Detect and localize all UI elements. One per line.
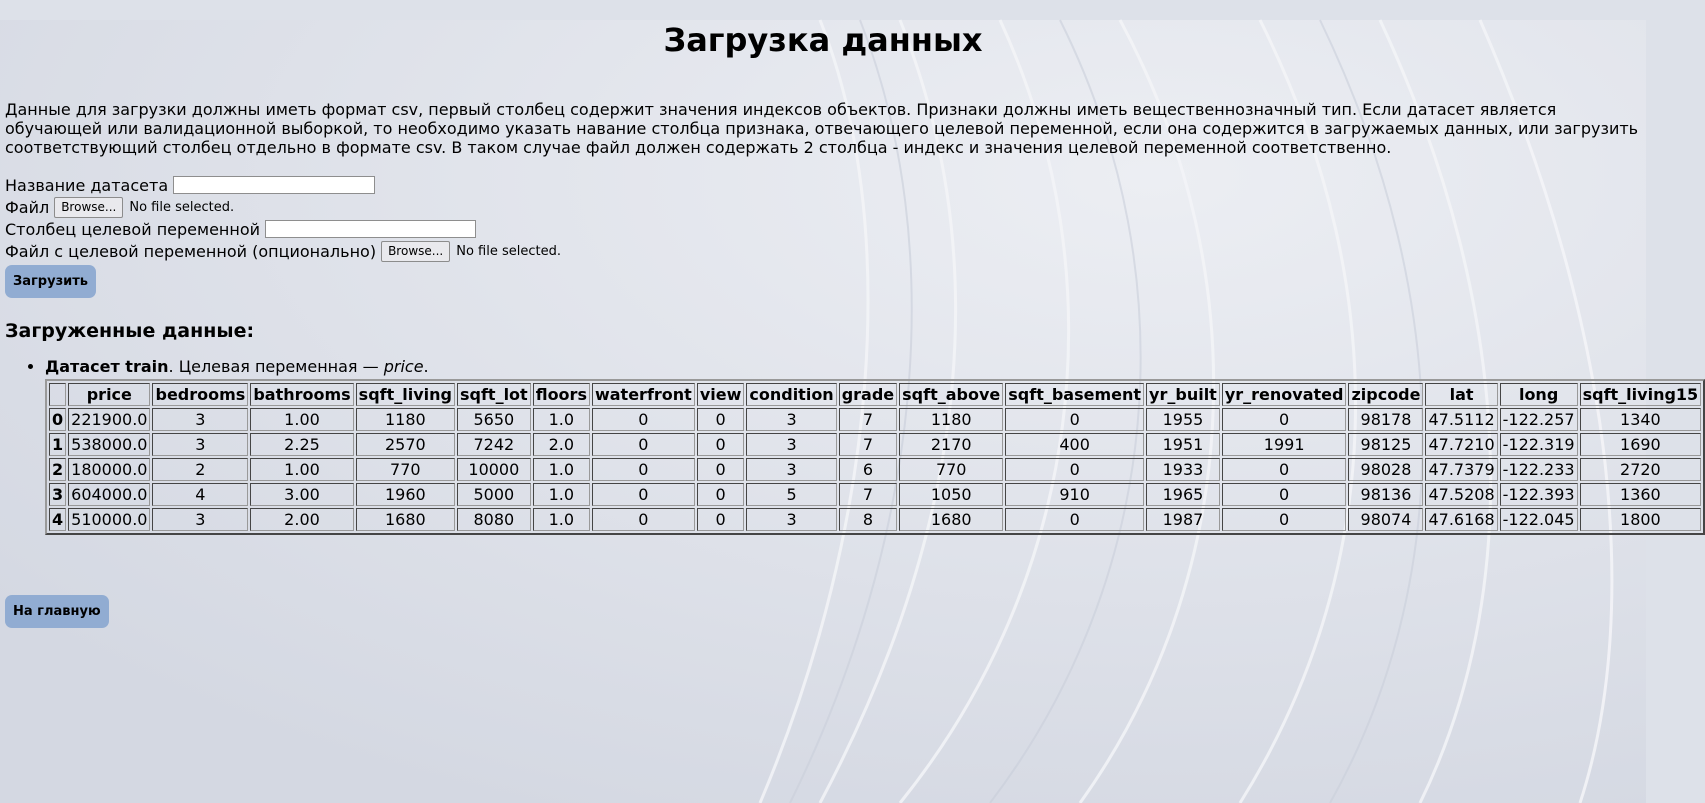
table-cell: 3 bbox=[152, 508, 248, 531]
file-label: Файл bbox=[5, 197, 50, 217]
table-cell: 0 bbox=[592, 433, 695, 456]
table-cell: 2.0 bbox=[533, 433, 590, 456]
table-cell: 98074 bbox=[1348, 508, 1423, 531]
table-cell: -122.393 bbox=[1500, 483, 1578, 506]
column-header: yr_renovated bbox=[1222, 383, 1347, 406]
table-cell: 0 bbox=[592, 483, 695, 506]
column-header: lat bbox=[1425, 383, 1497, 406]
table-cell: 0 bbox=[1005, 508, 1144, 531]
target-file-browse-button[interactable]: Browse... bbox=[381, 241, 450, 262]
table-cell: 0 bbox=[1005, 458, 1144, 481]
column-header: zipcode bbox=[1348, 383, 1423, 406]
file-status: No file selected. bbox=[129, 199, 235, 215]
table-cell: 1680 bbox=[356, 508, 455, 531]
upload-description: Данные для загрузки должны иметь формат csv, первый столбец содержит значения индексов объектов. Признаки должны иметь вещественнозначный тип. Если датасет является обучающей или валидационной выборкой, то необходимо указать навание столбца признака, отвечающего целевой переменной, если она содержится в загружаемых данных, или загрузить соответствующий столбец отдельно в формате csv. В таком случае файл должен содержать 2 столбца - индекс и значения целевой переменной соответственно. bbox=[5, 100, 1639, 157]
column-header: waterfront bbox=[592, 383, 695, 406]
dataset-name: Датасет train bbox=[45, 357, 169, 376]
column-header: sqft_living bbox=[356, 383, 455, 406]
table-cell: -122.319 bbox=[1500, 433, 1578, 456]
dataset-name-label: Название датасета bbox=[5, 175, 169, 195]
table-cell: 2.00 bbox=[250, 508, 353, 531]
table-cell: 0 bbox=[1222, 508, 1347, 531]
table-cell: 0 bbox=[592, 458, 695, 481]
table-cell: 0 bbox=[697, 433, 745, 456]
table-cell: 8 bbox=[839, 508, 897, 531]
table-cell: 1960 bbox=[356, 483, 455, 506]
table-cell: 2 bbox=[152, 458, 248, 481]
target-file-row bbox=[5, 240, 1641, 262]
dataset-name-input[interactable] bbox=[173, 176, 375, 194]
column-header: condition bbox=[746, 383, 836, 406]
dataset-name-row bbox=[5, 174, 1641, 196]
table-row bbox=[49, 508, 1701, 531]
table-cell: 604000.0 bbox=[68, 483, 150, 506]
target-file-label: Файл с целевой переменной (опционально) bbox=[5, 241, 377, 261]
table-cell: 1.0 bbox=[533, 458, 590, 481]
column-header: grade bbox=[839, 383, 897, 406]
target-column-row bbox=[5, 218, 1641, 240]
table-cell: 98136 bbox=[1348, 483, 1423, 506]
table-cell: 10000 bbox=[457, 458, 531, 481]
home-button[interactable]: На главную bbox=[5, 595, 109, 628]
table-cell: 47.7379 bbox=[1425, 458, 1497, 481]
column-header: sqft_above bbox=[899, 383, 1003, 406]
table-cell: 7 bbox=[839, 408, 897, 431]
loaded-data-heading: Загруженные данные: bbox=[5, 320, 255, 342]
table-cell: 98178 bbox=[1348, 408, 1423, 431]
table-cell: 770 bbox=[899, 458, 1003, 481]
column-header: floors bbox=[533, 383, 590, 406]
table-cell: 1360 bbox=[1580, 483, 1702, 506]
table-cell: 1.0 bbox=[533, 408, 590, 431]
table-row bbox=[49, 433, 1701, 456]
table-row bbox=[49, 458, 1701, 481]
table-cell: 1800 bbox=[1580, 508, 1702, 531]
table-cell: 1955 bbox=[1146, 408, 1220, 431]
target-file-status: No file selected. bbox=[456, 243, 561, 259]
table-cell: -122.257 bbox=[1500, 408, 1578, 431]
table-cell: 1050 bbox=[899, 483, 1003, 506]
table-cell: 5000 bbox=[457, 483, 531, 506]
table-cell: 0 bbox=[697, 483, 745, 506]
table-cell: 1.0 bbox=[533, 508, 590, 531]
page bbox=[0, 20, 1699, 628]
table-cell: 0 bbox=[592, 508, 695, 531]
table-cell: 1987 bbox=[1146, 508, 1220, 531]
table-row bbox=[49, 483, 1701, 506]
table-cell: 1951 bbox=[1146, 433, 1220, 456]
page-title: Загрузка данных bbox=[663, 21, 983, 59]
table-cell: 770 bbox=[356, 458, 455, 481]
table-cell: 1340 bbox=[1580, 408, 1702, 431]
table-cell: 1.0 bbox=[533, 483, 590, 506]
table-cell: 47.5112 bbox=[1425, 408, 1497, 431]
table-cell: 5650 bbox=[457, 408, 531, 431]
table-cell: 3 bbox=[746, 458, 836, 481]
upload-button[interactable]: Загрузить bbox=[5, 265, 96, 298]
target-variable-name: price bbox=[383, 357, 424, 376]
column-header: sqft_lot bbox=[457, 383, 531, 406]
table-cell: 0 bbox=[1222, 408, 1347, 431]
column-header: sqft_basement bbox=[1005, 383, 1144, 406]
data-table bbox=[45, 379, 1705, 535]
column-header: view bbox=[697, 383, 745, 406]
target-suffix: . bbox=[423, 357, 429, 376]
table-cell: 7 bbox=[839, 483, 897, 506]
table-cell: 3 bbox=[746, 408, 836, 431]
table-header-row bbox=[49, 383, 1701, 406]
table-cell: 0 bbox=[697, 408, 745, 431]
table-cell: 0 bbox=[1222, 483, 1347, 506]
target-column-label: Столбец целевой переменной bbox=[5, 219, 261, 239]
table-cell: 1180 bbox=[899, 408, 1003, 431]
table-cell: 221900.0 bbox=[68, 408, 150, 431]
table-cell: 8080 bbox=[457, 508, 531, 531]
table-cell: 910 bbox=[1005, 483, 1144, 506]
table-cell: 98028 bbox=[1348, 458, 1423, 481]
table-body bbox=[49, 408, 1701, 531]
table-cell: 3 bbox=[746, 433, 836, 456]
table-viewport bbox=[45, 379, 1699, 535]
table-cell: 47.7210 bbox=[1425, 433, 1497, 456]
column-header: bedrooms bbox=[152, 383, 248, 406]
column-header: yr_built bbox=[1146, 383, 1220, 406]
table-cell: 1.00 bbox=[250, 408, 353, 431]
table-cell: 1690 bbox=[1580, 433, 1702, 456]
table-cell: 98125 bbox=[1348, 433, 1423, 456]
table-cell: 3.00 bbox=[250, 483, 353, 506]
table-cell: 2170 bbox=[899, 433, 1003, 456]
table-cell: 1680 bbox=[899, 508, 1003, 531]
row-index: 0 bbox=[49, 408, 66, 431]
column-header: sqft_living15 bbox=[1580, 383, 1702, 406]
table-cell: 2720 bbox=[1580, 458, 1702, 481]
column-header: long bbox=[1500, 383, 1578, 406]
table-cell: 5 bbox=[746, 483, 836, 506]
dataset-list-item bbox=[45, 357, 1699, 535]
upload-form bbox=[5, 174, 1641, 298]
table-cell: 1180 bbox=[356, 408, 455, 431]
row-index: 4 bbox=[49, 508, 66, 531]
row-index: 3 bbox=[49, 483, 66, 506]
table-cell: 538000.0 bbox=[68, 433, 150, 456]
table-cell: 3 bbox=[152, 433, 248, 456]
row-index: 2 bbox=[49, 458, 66, 481]
table-cell: 0 bbox=[697, 508, 745, 531]
table-cell: 7 bbox=[839, 433, 897, 456]
table-cell: 3 bbox=[746, 508, 836, 531]
table-cell: -122.045 bbox=[1500, 508, 1578, 531]
table-cell: 3 bbox=[152, 408, 248, 431]
table-cell: 180000.0 bbox=[68, 458, 150, 481]
table-cell: 4 bbox=[152, 483, 248, 506]
column-header: price bbox=[68, 383, 150, 406]
table-cell: 47.5208 bbox=[1425, 483, 1497, 506]
file-browse-button[interactable]: Browse... bbox=[54, 197, 123, 218]
table-cell: 1991 bbox=[1222, 433, 1347, 456]
table-cell: 1.00 bbox=[250, 458, 353, 481]
table-cell: 2570 bbox=[356, 433, 455, 456]
table-cell: 510000.0 bbox=[68, 508, 150, 531]
table-row bbox=[49, 408, 1701, 431]
table-cell: -122.233 bbox=[1500, 458, 1578, 481]
table-cell: 6 bbox=[839, 458, 897, 481]
index-column-header bbox=[49, 383, 66, 406]
target-prefix: . Целевая переменная — bbox=[168, 357, 384, 376]
table-cell: 400 bbox=[1005, 433, 1144, 456]
table-cell: 47.6168 bbox=[1425, 508, 1497, 531]
row-index: 1 bbox=[49, 433, 66, 456]
file-row bbox=[5, 196, 1641, 218]
table-cell: 2.25 bbox=[250, 433, 353, 456]
target-column-input[interactable] bbox=[265, 220, 476, 238]
table-cell: 7242 bbox=[457, 433, 531, 456]
table-cell: 0 bbox=[1222, 458, 1347, 481]
table-cell: 1933 bbox=[1146, 458, 1220, 481]
table-cell: 0 bbox=[697, 458, 745, 481]
column-header: bathrooms bbox=[250, 383, 353, 406]
dataset-list bbox=[5, 357, 1699, 535]
table-cell: 1965 bbox=[1146, 483, 1220, 506]
table-cell: 0 bbox=[592, 408, 695, 431]
table-cell: 0 bbox=[1005, 408, 1144, 431]
